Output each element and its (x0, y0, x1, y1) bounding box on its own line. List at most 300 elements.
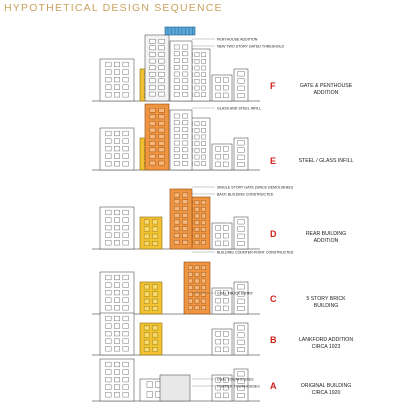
window (150, 66, 156, 70)
window (114, 339, 120, 344)
window (106, 92, 112, 97)
window (153, 292, 158, 296)
window (174, 220, 179, 224)
window (159, 66, 165, 70)
window (114, 77, 120, 82)
window (159, 39, 165, 43)
stage-label: ADDITION (313, 90, 339, 96)
window (106, 362, 112, 367)
window (114, 346, 120, 351)
window (223, 241, 228, 246)
window (106, 154, 112, 159)
window (238, 93, 245, 97)
window (159, 52, 165, 56)
window (114, 70, 120, 75)
window (174, 127, 179, 131)
window (201, 135, 205, 139)
window (183, 72, 188, 76)
window (114, 161, 120, 166)
window (195, 122, 199, 126)
page-title: HYPOTHETICAL DESIGN SEQUENCE (4, 2, 223, 14)
window (123, 62, 129, 67)
window (144, 227, 149, 231)
window (153, 285, 158, 289)
window (159, 148, 165, 152)
window (195, 142, 199, 146)
window (216, 146, 221, 151)
window (114, 210, 120, 215)
window (201, 306, 205, 310)
window (195, 155, 199, 159)
window (195, 286, 199, 290)
window (159, 154, 165, 158)
window (174, 154, 179, 158)
window (223, 306, 228, 311)
window (183, 65, 188, 69)
window (114, 275, 120, 280)
window (183, 233, 188, 237)
window (123, 377, 129, 382)
window (238, 79, 245, 83)
window (114, 392, 120, 397)
window (114, 298, 120, 303)
window (147, 391, 152, 397)
window (159, 135, 165, 139)
window (123, 92, 129, 97)
window (106, 385, 112, 390)
window (106, 210, 112, 215)
window (114, 218, 120, 223)
window (174, 58, 179, 62)
window (106, 225, 112, 230)
window (183, 213, 188, 217)
window (150, 141, 156, 145)
window (201, 221, 205, 225)
window (183, 220, 188, 224)
window (174, 114, 179, 118)
window (223, 93, 228, 98)
window (188, 272, 192, 276)
right-building (212, 75, 232, 101)
window (174, 141, 179, 145)
window (201, 148, 205, 152)
window (201, 73, 205, 77)
window (183, 92, 188, 96)
annotation: NEW TWO STORY GATED THRESHOLD (217, 44, 285, 49)
window (114, 233, 120, 238)
window (123, 218, 129, 223)
window (238, 86, 245, 90)
window (238, 241, 245, 245)
window (159, 108, 165, 112)
window (183, 200, 188, 204)
window (123, 331, 129, 336)
window (183, 121, 188, 125)
window (150, 108, 156, 112)
window (153, 340, 158, 344)
window (195, 266, 199, 270)
window (106, 346, 112, 351)
window (150, 46, 156, 50)
stage-e (92, 104, 354, 170)
stage-label: STEEL / GLASS INFILL (298, 158, 354, 164)
window (195, 241, 199, 245)
stage-letter: F (270, 81, 276, 91)
window (123, 154, 129, 159)
stage-label: ORIGINAL BUILDING (300, 383, 352, 389)
window (144, 241, 149, 245)
window (123, 146, 129, 151)
window (123, 275, 129, 280)
window (201, 286, 205, 290)
window (123, 290, 129, 295)
window (216, 85, 221, 90)
window (201, 79, 205, 83)
window (238, 148, 245, 152)
window (114, 331, 120, 336)
window (195, 59, 199, 63)
window (106, 146, 112, 151)
window (174, 45, 179, 49)
window (238, 220, 245, 224)
window (123, 316, 129, 321)
window (195, 79, 199, 83)
stage-letter: D (270, 229, 277, 239)
window (150, 52, 156, 56)
window (153, 299, 158, 303)
rear-building (170, 41, 192, 101)
window (114, 146, 120, 151)
window (183, 141, 188, 145)
annotation: SINGLE STORY GATE (SINCE DEMOLISHED) (217, 185, 294, 190)
window (201, 93, 205, 97)
window (195, 234, 199, 238)
window (114, 324, 120, 329)
window (123, 131, 129, 136)
window (144, 333, 149, 337)
window (223, 347, 228, 352)
window (223, 331, 228, 336)
window (183, 161, 188, 165)
glass-infill (145, 35, 169, 101)
window (183, 206, 188, 210)
window (238, 141, 245, 145)
window (223, 298, 228, 303)
stage-a (92, 359, 351, 401)
window (188, 306, 192, 310)
window (144, 347, 149, 351)
window (223, 393, 228, 398)
window (159, 128, 165, 132)
window (195, 214, 199, 218)
window (188, 266, 192, 270)
window (144, 299, 149, 303)
window (123, 298, 129, 303)
window (201, 279, 205, 283)
window (174, 148, 179, 152)
window (223, 339, 228, 344)
stage-label: ADDITION (313, 238, 339, 244)
window (159, 115, 165, 119)
window (114, 316, 120, 321)
window (238, 234, 245, 238)
window (106, 85, 112, 90)
stage-label: REAR BUILDING (305, 231, 347, 237)
stage-label: GATE & PENTHOUSE (299, 83, 353, 89)
window (201, 53, 205, 57)
window (183, 52, 188, 56)
window (159, 59, 165, 63)
window (216, 233, 221, 238)
window (106, 377, 112, 382)
window (188, 292, 192, 296)
window (159, 121, 165, 125)
window (238, 227, 245, 231)
window (106, 233, 112, 238)
window (183, 127, 188, 131)
window (123, 225, 129, 230)
window (106, 283, 112, 288)
window (106, 298, 112, 303)
window (216, 154, 221, 159)
window (150, 79, 156, 83)
window (123, 305, 129, 310)
stage-label: CIRCA 1923 (311, 344, 341, 350)
annotation: FORMER TOWNHOUSES (217, 384, 260, 389)
window (150, 128, 156, 132)
window (174, 79, 179, 83)
window (106, 339, 112, 344)
window (150, 154, 156, 158)
window (216, 339, 221, 344)
window (195, 128, 199, 132)
window (238, 285, 245, 289)
right-building (212, 144, 232, 170)
stage-f (92, 27, 353, 101)
window (174, 213, 179, 217)
window (195, 53, 199, 57)
window (114, 290, 120, 295)
window (150, 121, 156, 125)
window (144, 340, 149, 344)
window (106, 305, 112, 310)
window (123, 385, 129, 390)
window (238, 162, 245, 166)
window (195, 135, 199, 139)
window (183, 240, 188, 244)
window (106, 316, 112, 321)
window (174, 233, 179, 237)
window (223, 85, 228, 90)
window (238, 326, 245, 330)
stage-d (92, 185, 346, 249)
window (183, 85, 188, 89)
window (123, 283, 129, 288)
annotation: PENTHOUSE ADDITION (217, 37, 258, 42)
window (114, 283, 120, 288)
window (174, 121, 179, 125)
window (153, 234, 158, 238)
window (238, 340, 245, 344)
window (238, 333, 245, 337)
window (195, 162, 199, 166)
window (174, 85, 179, 89)
stage-letter: C (270, 294, 277, 304)
window (106, 139, 112, 144)
window (153, 333, 158, 337)
window (106, 331, 112, 336)
window (174, 200, 179, 204)
window (150, 92, 156, 96)
window (195, 148, 199, 152)
window (201, 272, 205, 276)
window (201, 214, 205, 218)
window (114, 377, 120, 382)
window (150, 72, 156, 76)
window (150, 148, 156, 152)
townhouse-block (160, 375, 190, 401)
window (195, 221, 199, 225)
window (216, 225, 221, 230)
window (223, 233, 228, 238)
window (106, 70, 112, 75)
lankford-addition (140, 217, 162, 249)
window (201, 201, 205, 205)
window (150, 59, 156, 63)
window (201, 128, 205, 132)
window (106, 290, 112, 295)
stage-label: CIRCA 1920 (311, 390, 341, 396)
window (114, 139, 120, 144)
lankford-addition (140, 323, 162, 355)
window (123, 233, 129, 238)
window (147, 381, 152, 387)
window (195, 272, 199, 276)
window (123, 324, 129, 329)
window (114, 131, 120, 136)
window (174, 206, 179, 210)
window (114, 225, 120, 230)
window (144, 326, 149, 330)
window (114, 92, 120, 97)
stage-letter: A (270, 381, 277, 391)
window (238, 306, 245, 310)
window (123, 210, 129, 215)
window (183, 148, 188, 152)
window (238, 155, 245, 159)
window (183, 114, 188, 118)
window (106, 161, 112, 166)
window (153, 347, 158, 351)
window (216, 347, 221, 352)
window (195, 93, 199, 97)
stage-letter: B (270, 335, 277, 345)
window (195, 227, 199, 231)
window (106, 324, 112, 329)
window (183, 45, 188, 49)
window (201, 66, 205, 70)
window (106, 218, 112, 223)
window (159, 92, 165, 96)
window (174, 52, 179, 56)
window (238, 393, 245, 397)
window (201, 86, 205, 90)
penthouse-addition (165, 27, 195, 35)
window (114, 370, 120, 375)
window (106, 370, 112, 375)
window (223, 154, 228, 159)
window (188, 279, 192, 283)
annotation: COAL TRUCK ENTRY (217, 291, 254, 296)
window (159, 141, 165, 145)
annotation: BACK BUILDING CONSTRUCTED (217, 192, 274, 197)
window (223, 77, 228, 82)
rear-building (170, 110, 192, 170)
window (159, 72, 165, 76)
window (201, 162, 205, 166)
window (150, 161, 156, 165)
window (159, 161, 165, 165)
window (238, 372, 245, 376)
window (150, 115, 156, 119)
window (183, 227, 188, 231)
window (123, 240, 129, 245)
window (201, 207, 205, 211)
stage-letter: E (270, 156, 277, 166)
window (153, 241, 158, 245)
window (183, 154, 188, 158)
window (123, 370, 129, 375)
window (188, 299, 192, 303)
glass-infill (145, 104, 169, 170)
window (188, 286, 192, 290)
window (216, 77, 221, 82)
window (150, 39, 156, 43)
window (201, 227, 205, 231)
window (195, 201, 199, 205)
window (201, 142, 205, 146)
window (144, 306, 149, 310)
window (201, 234, 205, 238)
right-building (212, 223, 232, 249)
window (183, 79, 188, 83)
window (223, 225, 228, 230)
window (216, 93, 221, 98)
window (216, 241, 221, 246)
window (123, 346, 129, 351)
window (106, 77, 112, 82)
window (159, 85, 165, 89)
stage-label: LANKFORD ADDITION (298, 337, 354, 343)
window (144, 285, 149, 289)
window (201, 241, 205, 245)
window (201, 122, 205, 126)
window (195, 306, 199, 310)
window (123, 339, 129, 344)
window (106, 62, 112, 67)
window (159, 79, 165, 83)
rear-building (170, 189, 192, 249)
window (201, 59, 205, 63)
window (123, 161, 129, 166)
window (201, 155, 205, 159)
window (114, 154, 120, 159)
window (183, 134, 188, 138)
window (114, 240, 120, 245)
window (216, 306, 221, 311)
window (223, 162, 228, 167)
window (223, 146, 228, 151)
